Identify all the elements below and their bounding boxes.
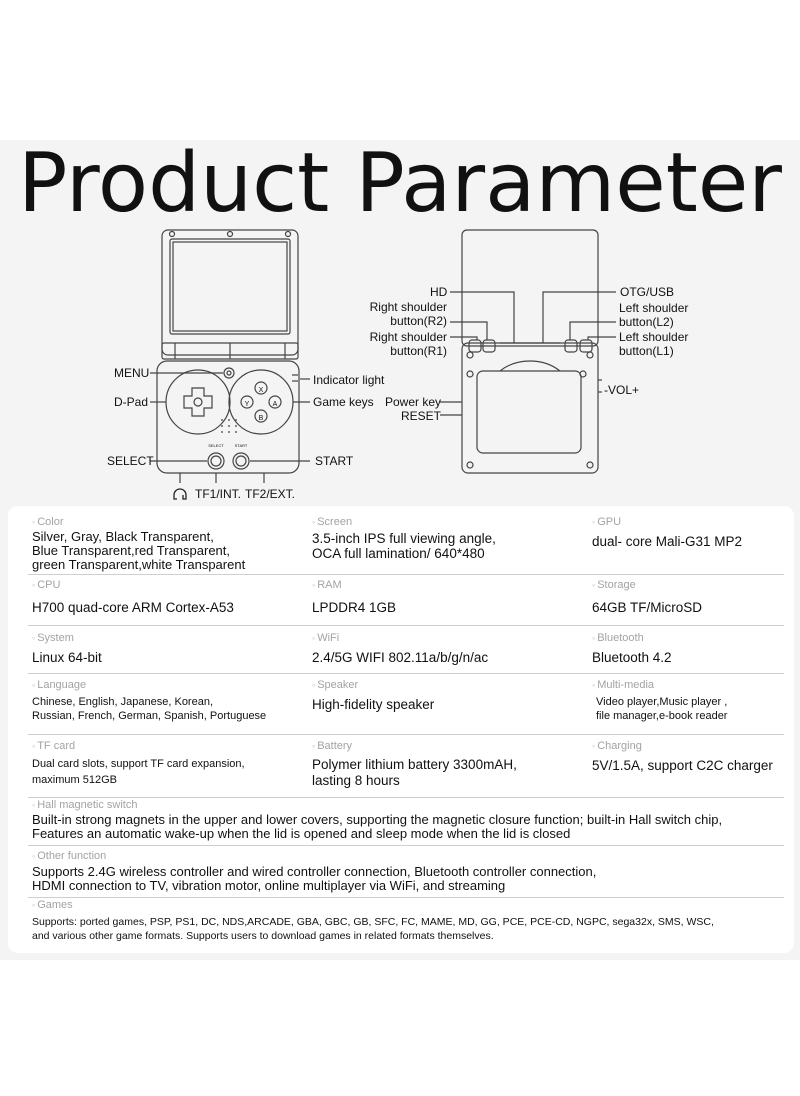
- multimedia-value: Video player,Music player , file manager,e-book reader: [596, 696, 728, 722]
- spec-row-games: [28, 899, 784, 945]
- screen-label: ◦ Screen: [312, 516, 582, 529]
- label-game-keys: Game keys: [313, 395, 374, 409]
- other-function-value: Supports 2.4G wireless controller and wired controller connection, Bluetooth controller connection, HDMI connection to TV, vibration motor, online multiplayer via WiFi, and streaming: [32, 864, 597, 893]
- button-b-label: B: [258, 415, 264, 422]
- spec-row-3: [28, 632, 784, 674]
- device-diagram: [0, 225, 800, 505]
- label-l2: Left shoulder button(L2): [619, 301, 689, 329]
- system-label: ◦ System: [32, 632, 102, 645]
- back-view-console: [462, 230, 602, 473]
- wifi-value: 2.4/5G WIFI 802.11a/b/g/n/ac: [312, 650, 489, 665]
- storage-label: ◦ Storage: [592, 579, 702, 592]
- color-label: ◦ Color: [32, 516, 302, 529]
- spec-row-5: [28, 740, 784, 798]
- small-start-label: START: [234, 443, 248, 448]
- label-vol: -VOL+: [604, 383, 640, 397]
- label-otg-usb: OTG/USB: [620, 285, 675, 299]
- label-select: SELECT: [107, 454, 154, 468]
- label-r1: Right shoulder button(R1): [369, 330, 447, 358]
- label-tf2: TF2/EXT.: [245, 487, 296, 501]
- cpu-value: H700 quad-core ARM Cortex-A53: [32, 600, 234, 615]
- front-view-console: [157, 230, 299, 473]
- dpad-ring: [166, 370, 230, 434]
- headphone-icon: [174, 489, 186, 499]
- button-y-label: Y: [244, 401, 250, 408]
- page-title: Product Parameter: [17, 136, 783, 231]
- label-dpad: D-Pad: [114, 395, 149, 409]
- other-function-label: ◦ Other function: [32, 850, 792, 863]
- button-x-label: X: [258, 387, 264, 394]
- spec-row-1: [28, 516, 784, 575]
- spec-row-hall: [28, 799, 784, 846]
- bluetooth-value: Bluetooth 4.2: [592, 650, 672, 665]
- speaker-value: High-fidelity speaker: [312, 697, 435, 712]
- language-value: Chinese, English, Japanese, Korean, Russian, French, German, Spanish, Portuguese: [32, 696, 267, 722]
- storage-value: 64GB TF/MicroSD: [592, 600, 703, 615]
- label-start: START: [315, 454, 354, 468]
- label-reset: RESET: [401, 409, 442, 423]
- label-hd: HD: [430, 285, 448, 299]
- hall-label: ◦ Hall magnetic switch: [32, 799, 792, 812]
- gpu-label: ◦ GPU: [592, 516, 782, 529]
- color-value: Silver, Gray, Black Transparent, Blue Transparent,red Transparent, green Transparent,white Transparent: [32, 529, 246, 572]
- spec-row-4: [28, 679, 784, 735]
- games-label: ◦ Games: [32, 899, 792, 912]
- game-keys-ring: [229, 370, 293, 434]
- tfcard-label: ◦ TF card: [32, 740, 302, 753]
- gpu-value: dual- core Mali-G31 MP2: [592, 534, 743, 549]
- label-power-key: Power key: [385, 395, 442, 409]
- wifi-label: ◦ WiFi: [312, 632, 488, 645]
- battery-label: ◦ Battery: [312, 740, 582, 753]
- system-value: Linux 64-bit: [32, 650, 102, 665]
- tfcard-value: Dual card slots, support TF card expansion, maximum 512GB: [32, 758, 245, 786]
- screen-value: 3.5-inch IPS full viewing angle, OCA full lamination/ 640*480: [312, 531, 496, 561]
- battery-value: Polymer lithium battery 3300mAH, lasting 8 hours: [312, 757, 517, 788]
- label-r2: Right shoulder button(R2): [369, 300, 447, 328]
- bluetooth-label: ◦ Bluetooth: [592, 632, 672, 645]
- charging-label: ◦ Charging: [592, 740, 787, 753]
- small-select-label: SELECT: [208, 443, 224, 448]
- spec-row-2: [28, 579, 784, 626]
- multimedia-label: ◦ Multi-media: [592, 679, 782, 692]
- dpad-icon: [184, 388, 212, 416]
- label-menu: MENU: [114, 366, 150, 380]
- menu-button-icon: [224, 368, 234, 378]
- label-indicator-light: Indicator light: [313, 373, 385, 387]
- ram-label: ◦ RAM: [312, 579, 396, 592]
- hall-value: Built-in strong magnets in the upper and lower covers, supporting the magnetic closure function; built-in Hall switch chip, Features an automatic wake-up when the lid is opened and sleep mode when the lid is closed: [32, 812, 723, 841]
- cpu-label: ◦ CPU: [32, 579, 234, 592]
- specs-table: [8, 506, 794, 953]
- label-tf1: TF1/INT.: [195, 487, 242, 501]
- label-l1: Left shoulder button(L1): [619, 330, 689, 358]
- speaker-label: ◦ Speaker: [312, 679, 434, 692]
- spec-row-other: [28, 850, 784, 898]
- button-a-label: A: [272, 401, 278, 408]
- games-value: Supports: ported games, PSP, PS1, DC, NDS,ARCADE, GBA, GBC, GB, SFC, FC, MAME, MD, GG, PCE, PCE-CD, NGPC, sega32x, SMS, WSC, and various other game formats. Supports users to download games in related formats themselves.: [32, 916, 714, 942]
- language-label: ◦ Language: [32, 679, 302, 692]
- ram-value: LPDDR4 1GB: [312, 600, 397, 615]
- charging-value: 5V/1.5A, support C2C charger: [592, 758, 773, 773]
